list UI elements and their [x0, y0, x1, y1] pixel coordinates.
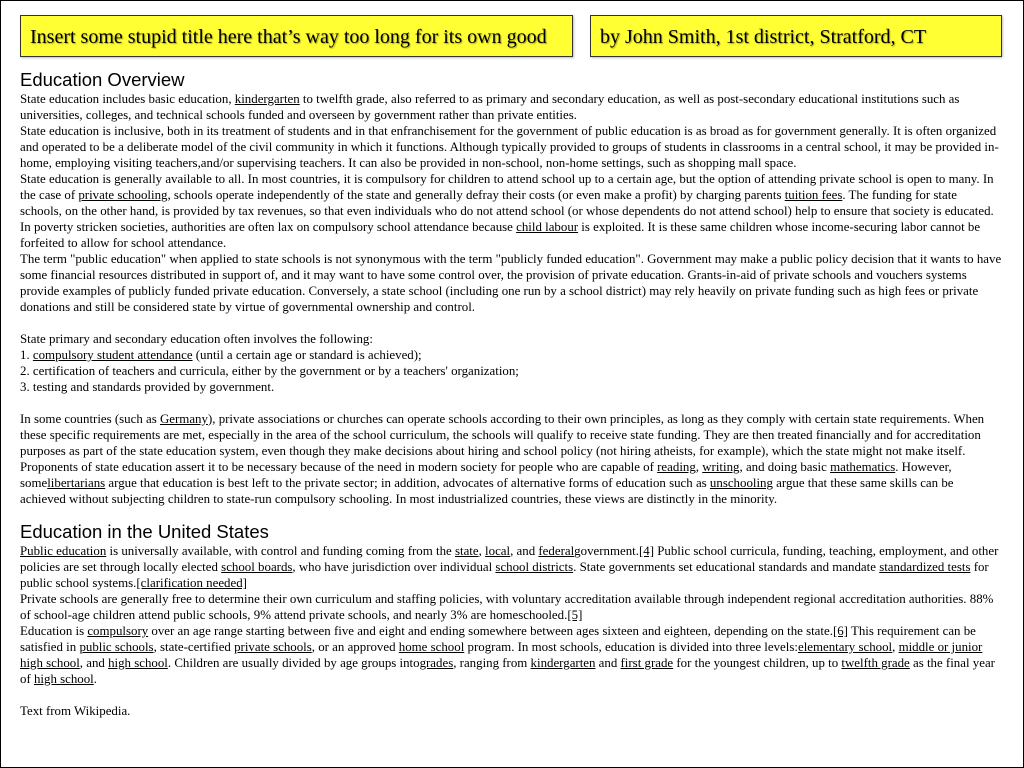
text-run: and — [595, 656, 621, 670]
section-body — [20, 543, 1002, 719]
paragraph — [20, 623, 1002, 687]
article-content — [20, 69, 1002, 719]
wiki-link[interactable]: grades — [419, 656, 454, 670]
text-run: 2. certification of teachers and curricula, either by the government or by a teachers' organization; — [20, 364, 519, 378]
wiki-link[interactable]: child labour — [516, 220, 579, 234]
paragraph — [20, 591, 1002, 623]
wiki-link[interactable]: private schools — [234, 640, 312, 654]
paragraph — [20, 347, 1002, 363]
wiki-link[interactable]: unschooling — [709, 476, 773, 490]
byline-banner — [590, 15, 1002, 57]
text-run: (until a certain age or standard is achieved); — [192, 348, 422, 362]
text-run: . — [93, 672, 97, 686]
wiki-link[interactable]: [6] — [832, 624, 848, 638]
text-run: , — [892, 640, 899, 654]
paragraph — [20, 251, 1002, 315]
paragraph — [20, 703, 1002, 719]
wiki-link[interactable]: Public education — [20, 544, 107, 558]
section-heading: Education in the United States — [20, 521, 269, 542]
text-run: government. — [574, 544, 639, 558]
wiki-link[interactable]: compulsory — [87, 624, 149, 638]
wiki-link[interactable]: school boards — [221, 560, 293, 574]
wiki-link[interactable]: middle or junior high school — [20, 640, 983, 670]
paragraph — [20, 91, 1002, 123]
text-run: . The funding for state schools, on the other hand, is provided by tax revenues, so that even individuals who do not attend school (or whose dependents do not attend school) help to ensure that society is educated. In poverty stricken societies, authorities are often lax on compulsory school attendance because — [20, 188, 994, 234]
section-education-overview — [20, 69, 1002, 507]
text-run: , and doing basic — [739, 460, 831, 474]
wiki-link[interactable]: reading — [657, 460, 696, 474]
text-run: Education is — [20, 624, 88, 638]
wiki-link[interactable]: public schools — [79, 640, 154, 654]
text-run: , ranging from — [453, 656, 531, 670]
wiki-link[interactable]: elementary school — [797, 640, 893, 654]
paragraph — [20, 459, 1002, 507]
section-education-us — [20, 521, 1002, 719]
wiki-link[interactable]: compulsory student attendance — [32, 348, 193, 362]
text-run: In some countries (such as — [20, 412, 160, 426]
wiki-link[interactable]: writing — [702, 460, 740, 474]
wiki-link[interactable]: [4] — [638, 544, 654, 558]
text-run: . However, some — [20, 460, 952, 490]
paragraph — [20, 379, 1002, 395]
wiki-link[interactable]: [clarification needed] — [136, 576, 247, 590]
text-run: State primary and secondary education often involves the following: — [20, 332, 373, 346]
text-run: , and — [79, 656, 109, 670]
text-run: to twelfth grade, also referred to as primary and secondary education, as well as post-secondary educational institutions such as universities, colleges, and technical schools funded and overseen by government rather than private entities. — [20, 92, 960, 122]
wiki-link[interactable]: standardized tests — [879, 560, 971, 574]
text-run: State education is inclusive, both in its treatment of students and in that enfranchisement for the government of public education is as broad as for government generally. It is often organized and operated to be a deliberate model of the civil community in which it functions. Although typically provided to groups of students in classrooms in a central school, it may be provided in-home, employing visiting teachers,and/or supervising teachers. It can also be provided in non-school, non-home settings, such as shopping mall space. — [20, 124, 999, 170]
text-run: , and — [510, 544, 539, 558]
section-heading: Education Overview — [20, 69, 185, 90]
text-run: argue that education is best left to the private sector; in addition, advocates of alternative forms of education such as — [105, 476, 710, 490]
text-run: argue that these same skills can be achieved without subjecting children to state-run compulsory schooling. In most industrialized countries, these views are distinctly in the minority. — [20, 476, 954, 506]
wiki-link[interactable]: school districts — [495, 560, 574, 574]
text-run: is exploited. It is these same children whose income-securing labor cannot be forfeited to allow for school attendance. — [20, 220, 981, 250]
text-run: State education is generally available to all. In most countries, it is compulsory for children to attend school up to a certain age, but the option of attending private school is open to many. In the case of — [20, 172, 994, 202]
wiki-link[interactable]: mathematics — [830, 460, 896, 474]
byline: by John Smith, 1st district, Stratford, CT — [600, 26, 927, 48]
section-body — [20, 91, 1002, 507]
paragraph-spacer — [20, 395, 1002, 411]
paragraph — [20, 171, 1002, 251]
paragraph — [20, 123, 1002, 171]
wiki-link[interactable]: Germany — [159, 412, 208, 426]
text-run: over an age range starting between five and eight and ending somewhere between ages sixteen and eighteen, depending on the state. — [148, 624, 833, 638]
paragraph — [20, 411, 1002, 459]
text-run: , or an approved — [311, 640, 399, 654]
text-run: Text from Wikipedia. — [20, 704, 131, 718]
page-title: Insert some stupid title here that’s way too long for its own good — [30, 26, 547, 48]
wiki-link[interactable]: kindergarten — [234, 92, 300, 106]
text-run: for public school systems. — [20, 560, 989, 590]
text-run: The term "public education" when applied to state schools is not synonymous with the term "publicly funded education". Government may make a public policy decision that it wants to have some financial resources distributed in support of, and it may want to have some control over, the provision of private education. Grants-in-aid of private schools and vouchers systems provide examples of publicly funded private education. Conversely, a state school (including one run by a school district) may rely heavily on private funding such as high fees or private donations and still be considered state by virtue of governmental ownership and control. — [20, 252, 1002, 314]
wiki-link[interactable]: home school — [398, 640, 465, 654]
text-run: . State governments set educational standards and mandate — [573, 560, 880, 574]
text-run: , who have jurisdiction over individual — [292, 560, 496, 574]
text-run: , state-certified — [153, 640, 235, 654]
text-run: for the youngest children, up to — [673, 656, 842, 670]
paragraph-spacer — [20, 687, 1002, 703]
wiki-link[interactable]: high school — [33, 672, 94, 686]
wiki-link[interactable]: private schooling — [78, 188, 168, 202]
wiki-link[interactable]: first grade — [620, 656, 674, 670]
paragraph — [20, 543, 1002, 591]
text-run: Public school curricula, funding, teaching, employment, and other policies are set through locally elected — [20, 544, 999, 574]
wiki-link[interactable]: libertarians — [47, 476, 106, 490]
text-run: This requirement can be satisfied in — [20, 624, 976, 654]
text-run: as the final year of — [20, 656, 995, 686]
text-run: , — [695, 460, 703, 474]
wiki-link[interactable]: state — [454, 544, 479, 558]
wiki-link[interactable]: local — [485, 544, 511, 558]
text-run: . Children are usually divided by age groups into — [167, 656, 420, 670]
text-run: Proponents of state education assert it to be necessary because of the need in modern society for people who are capable of — [20, 460, 658, 474]
text-run: ), private associations or churches can operate schools according to their own principles, as long as they comply with certain state requirements. When these specific requirements are met, especially in the area of the school curriculum, the schools will qualify to receive state funding. They are then treated financially and for accreditation purposes as part of the state education system, even though they make decisions about hiring and school policy (not hiring atheists, for example), which the state might not make itself. — [20, 412, 985, 458]
text-run: is universally available, with control and funding coming from the — [106, 544, 455, 558]
text-run: Private schools are generally free to determine their own curriculum and staffing policies, with voluntary accreditation available through independent regional accreditation authorities. 88% of school-age children attend public schools, 9% attend private schools, and nearly 3% are homeschooled. — [20, 592, 994, 622]
text-run: State education includes basic education, — [20, 92, 235, 106]
wiki-link[interactable]: federal — [538, 544, 575, 558]
wiki-link[interactable]: tuition fees — [784, 188, 843, 202]
text-run: program. In most schools, education is divided into three levels: — [464, 640, 798, 654]
section-spacer — [20, 507, 1002, 521]
wiki-link[interactable]: twelfth grade — [841, 656, 910, 670]
wiki-link[interactable]: [5] — [567, 608, 583, 622]
text-run: 3. testing and standards provided by government. — [20, 380, 275, 394]
text-run: , schools operate independently of the state and generally defray their costs (or even make a profit) by charging parents — [167, 188, 785, 202]
paragraph-spacer — [20, 315, 1002, 331]
paragraph — [20, 331, 1002, 347]
text-run: 1. — [20, 348, 33, 362]
paragraph — [20, 363, 1002, 379]
text-run: , — [478, 544, 486, 558]
wiki-link[interactable]: high school — [108, 656, 168, 670]
title-banner — [20, 15, 573, 57]
wiki-link[interactable]: kindergarten — [530, 656, 596, 670]
